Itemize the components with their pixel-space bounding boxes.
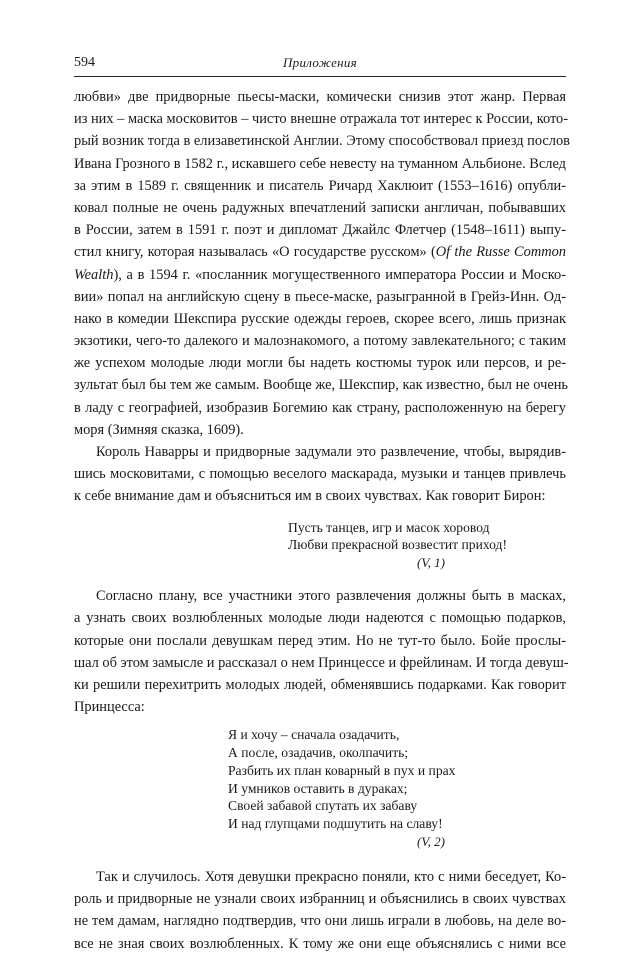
page-number: 594 [74, 55, 95, 70]
verse-quote-2 [74, 726, 566, 850]
header-rule [74, 76, 566, 77]
paragraph-2 [74, 441, 566, 508]
verse-line: Разбить их план коварный в пух и прах [228, 762, 456, 778]
text-line: шись московитами, с помощью веселого маскарада, музыки и танцев привлечь [74, 466, 566, 483]
text-line: экзотики, чего-то далекого и малознакомого, а потому завлекательного; с таким [74, 333, 566, 350]
paragraph-4 [74, 866, 566, 955]
page-body [74, 86, 570, 955]
text-line: в России, затем в 1591 г. поэт и дипломат Джайлс Флетчер (1548–1611) выпу- [74, 222, 566, 239]
text-line: роль и придворные не узнали своих избранниц и объяснились в своих чувствах [74, 891, 566, 908]
spacer [74, 718, 566, 726]
verse-reference: (V, 1) [417, 555, 445, 571]
verse-reference: (V, 2) [417, 834, 445, 850]
text-line [74, 241, 566, 263]
book-title-italic: Wealth [74, 266, 114, 283]
verse-line: Я и хочу – сначала озадачить, [228, 727, 400, 743]
running-title: Приложения [282, 55, 358, 70]
text-line: нако в комедии Шекспира русские одежды героев, скорее всего, лишь признак [74, 310, 566, 327]
verse-line: Своей забавой спутать их забаву [228, 798, 418, 814]
text-line: зультат был бы тем же самым. Вообще же, Шекспир, как известно, был не очень [74, 377, 568, 394]
text-line: же успехом молодые люди могли бы надеть костюмы турок или персов, и ре- [74, 355, 566, 372]
verse-line: А после, озадачив, околпачить; [228, 745, 409, 761]
text-line: ковал полные не очень радужных впечатлений записки англичан, побывавших [74, 199, 566, 216]
verse-line: И над глупцами подшутить на славу! [228, 816, 443, 832]
verse-line: И умников оставить в дураках; [228, 780, 408, 796]
text-line: Ивана Грозного в 1582 г., искавшего себе невесту на туманном Альбионе. Вслед [74, 155, 566, 172]
text-line: к себе внимание дам и объясниться им в своих чувствах. Как говорит Бирон: [74, 488, 546, 505]
text-line: в ладу с географией, изобразив Богемию как страну, расположенную на берегу [74, 399, 566, 416]
text-line: все не зная своих возлюбленных. К тому же они еще объяснялись с ними все [74, 935, 566, 952]
text-line [74, 264, 566, 286]
text-line: любви» две придворные пьесы-маски, комически снизив этот жанр. Первая [74, 89, 566, 105]
verse-line: Пусть танцев, игр и масок хоровод [288, 519, 490, 535]
text-line: Так и случилось. Хотя девушки прекрасно поняли, кто с ними беседует, Ко- [96, 869, 566, 886]
text-line: которые они послали девушкам перед этим. Но не тут-то было. Бойе прослы- [74, 632, 566, 649]
text-line: шал об этом замысле и рассказал о нем Принцессе и фрейлинам. И тогда девуш- [74, 654, 569, 671]
spacer [74, 850, 566, 866]
verse-line: Любви прекрасной возвестит приход! [288, 537, 507, 553]
paragraph-1 [74, 86, 570, 441]
text-line: моря (Зимняя сказка, 1609). [74, 421, 244, 438]
text-line: из них – маска московитов – чисто внешне отражала тот интерес к России, кото- [74, 111, 569, 128]
text-line: а узнать своих возлюбленных молодые люди надеются с помощью подарков, [74, 610, 566, 627]
text-line: Принцесса: [74, 699, 145, 716]
text-line: Король Наварры и придворные задумали это развлечение, чтобы, вырядив- [96, 444, 566, 460]
spacer [74, 508, 566, 519]
spacer [74, 571, 566, 585]
text-line: вии» попал на английскую сцену в пьесе-маске, разыгранной в Грейз-Инн. Од- [74, 288, 566, 305]
text-line: рый возник тогда в елизаветинской Англии. Этому способствовал приезд послов [74, 133, 570, 150]
text-span: стил книгу, которая называлась «О государстве русском» ( [74, 244, 436, 261]
text-line: за этим в 1589 г. священник и писатель Ричард Хаклюит (1553–1616) опубли- [74, 177, 566, 194]
running-header [74, 55, 566, 75]
text-line: ки решили перехитрить молодых людей, обменявшись подарками. Как говорит [74, 676, 566, 693]
text-line: не тем дамам, наглядно подтвердив, что они лишь играли в любовь, на деле во- [74, 913, 566, 930]
paragraph-3 [74, 585, 569, 718]
book-title-italic: Of the Russe Common [435, 244, 566, 261]
text-span: ), а в 1594 г. «посланник могущественного императора России и Моско- [113, 266, 566, 283]
verse-quote-1 [74, 519, 566, 572]
text-line: Согласно плану, все участники этого развлечения должны быть в масках, [96, 588, 566, 605]
